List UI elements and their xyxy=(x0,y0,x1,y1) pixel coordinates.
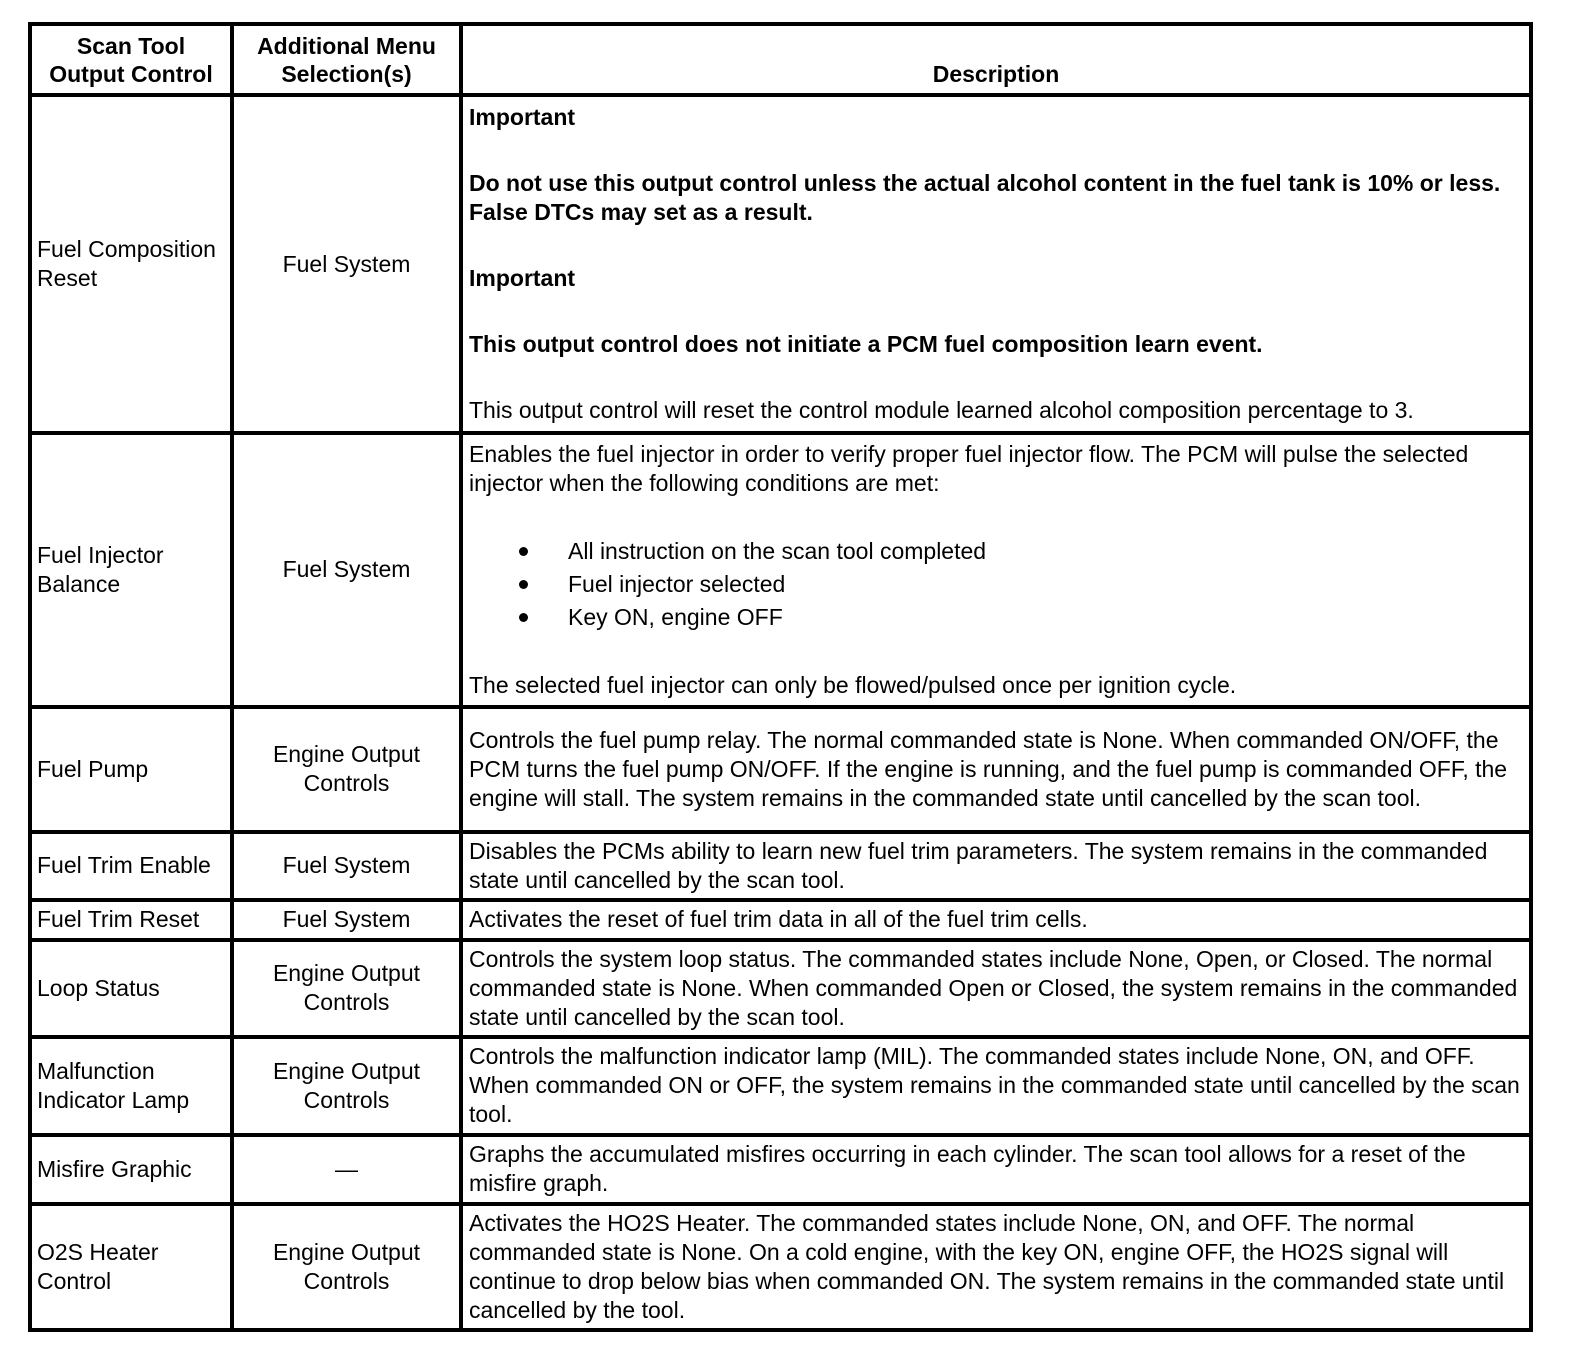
header-description: Description xyxy=(461,24,1531,95)
control-name: Fuel Trim Reset xyxy=(30,900,232,940)
header-scan-tool-output-control: Scan Tool Output Control xyxy=(30,24,232,95)
table-row xyxy=(30,707,1531,832)
description-cell xyxy=(461,433,1531,706)
bullet-icon xyxy=(519,547,528,556)
table-row xyxy=(30,1135,1531,1204)
menu-selection: Fuel System xyxy=(232,900,461,940)
description-text: Controls the malfunction indicator lamp (MIL). The commanded states include None, ON, and OFF. When commanded ON or OFF, the system remains in the commanded state until cancelled by the scan tool. xyxy=(461,1037,1531,1135)
menu-selection: Engine Output Controls xyxy=(232,1204,461,1330)
description-text: Activates the HO2S Heater. The commanded states include None, ON, and OFF. The normal commanded state is None. On a cold engine, with the key ON, engine OFF, the HO2S signal will continue to drop below bias when commanded ON. The system remains in the commanded state until cancelled by the tool. xyxy=(461,1204,1531,1330)
control-name: Malfunction Indicator Lamp xyxy=(30,1037,232,1135)
menu-selection: Fuel System xyxy=(232,95,461,433)
control-name: Loop Status xyxy=(30,940,232,1037)
description-text: Controls the system loop status. The commanded states include None, Open, or Closed. The normal commanded state is None. When commanded Open or Closed, the system remains in the commanded state until cancelled by the scan tool. xyxy=(461,940,1531,1037)
table-row xyxy=(30,433,1531,706)
control-name: Misfire Graphic xyxy=(30,1135,232,1204)
important-label: Important xyxy=(469,265,576,292)
menu-selection: Engine Output Controls xyxy=(232,707,461,832)
bullet-icon xyxy=(519,580,528,589)
menu-selection: Fuel System xyxy=(232,433,461,706)
table-row xyxy=(30,940,1531,1037)
table-row xyxy=(30,832,1531,900)
important-text: This output control does not initiate a PCM fuel composition learn event. xyxy=(469,331,1263,358)
control-name: Fuel Composition Reset xyxy=(30,95,232,433)
description-text: Enables the fuel injector in order to verify proper fuel injector flow. The PCM will pulse the selected injector when the following conditions are met: xyxy=(469,440,1469,496)
important-text: Do not use this output control unless the actual alcohol content in the fuel tank is 10% or less. False DTCs may set as a result. xyxy=(469,170,1501,226)
table-row xyxy=(30,95,1531,433)
menu-selection: — xyxy=(232,1135,461,1204)
bullet-icon xyxy=(519,613,528,622)
description-cell xyxy=(461,95,1531,433)
list-item: Key ON, engine OFF xyxy=(469,601,1523,634)
important-label: Important xyxy=(469,104,576,131)
menu-selection: Engine Output Controls xyxy=(232,940,461,1037)
description-text: This output control will reset the control module learned alcohol composition percentage to 3. xyxy=(469,397,1414,424)
description-text: Activates the reset of fuel trim data in all of the fuel trim cells. xyxy=(461,900,1531,940)
menu-selection: Fuel System xyxy=(232,832,461,900)
description-text: Controls the fuel pump relay. The normal commanded state is None. When commanded ON/OFF, the PCM turns the fuel pump ON/OFF. If the engine is running, and the fuel pump is commanded OFF, the engine will stall. The system remains in the commanded state until cancelled by the scan tool. xyxy=(461,707,1531,832)
list-item: Fuel injector selected xyxy=(469,568,1523,601)
control-name: Fuel Trim Enable xyxy=(30,832,232,900)
menu-selection: Engine Output Controls xyxy=(232,1037,461,1135)
conditions-list xyxy=(469,535,1523,634)
control-name: O2S Heater Control xyxy=(30,1204,232,1330)
output-controls-table xyxy=(28,22,1533,1332)
control-name: Fuel Injector Balance xyxy=(30,433,232,706)
description-text: Disables the PCMs ability to learn new fuel trim parameters. The system remains in the commanded state until cancelled by the scan tool. xyxy=(461,832,1531,900)
list-item: All instruction on the scan tool completed xyxy=(469,535,1523,568)
note-text: The selected fuel injector can only be flowed/pulsed once per ignition cycle. xyxy=(469,671,1237,698)
table-row xyxy=(30,900,1531,940)
description-text: Graphs the accumulated misfires occurring in each cylinder. The scan tool allows for a reset of the misfire graph. xyxy=(461,1135,1531,1204)
table-row xyxy=(30,1204,1531,1330)
control-name: Fuel Pump xyxy=(30,707,232,832)
table-header-row xyxy=(30,24,1531,95)
header-additional-menu-selections: Additional Menu Selection(s) xyxy=(232,24,461,95)
table-row xyxy=(30,1037,1531,1135)
